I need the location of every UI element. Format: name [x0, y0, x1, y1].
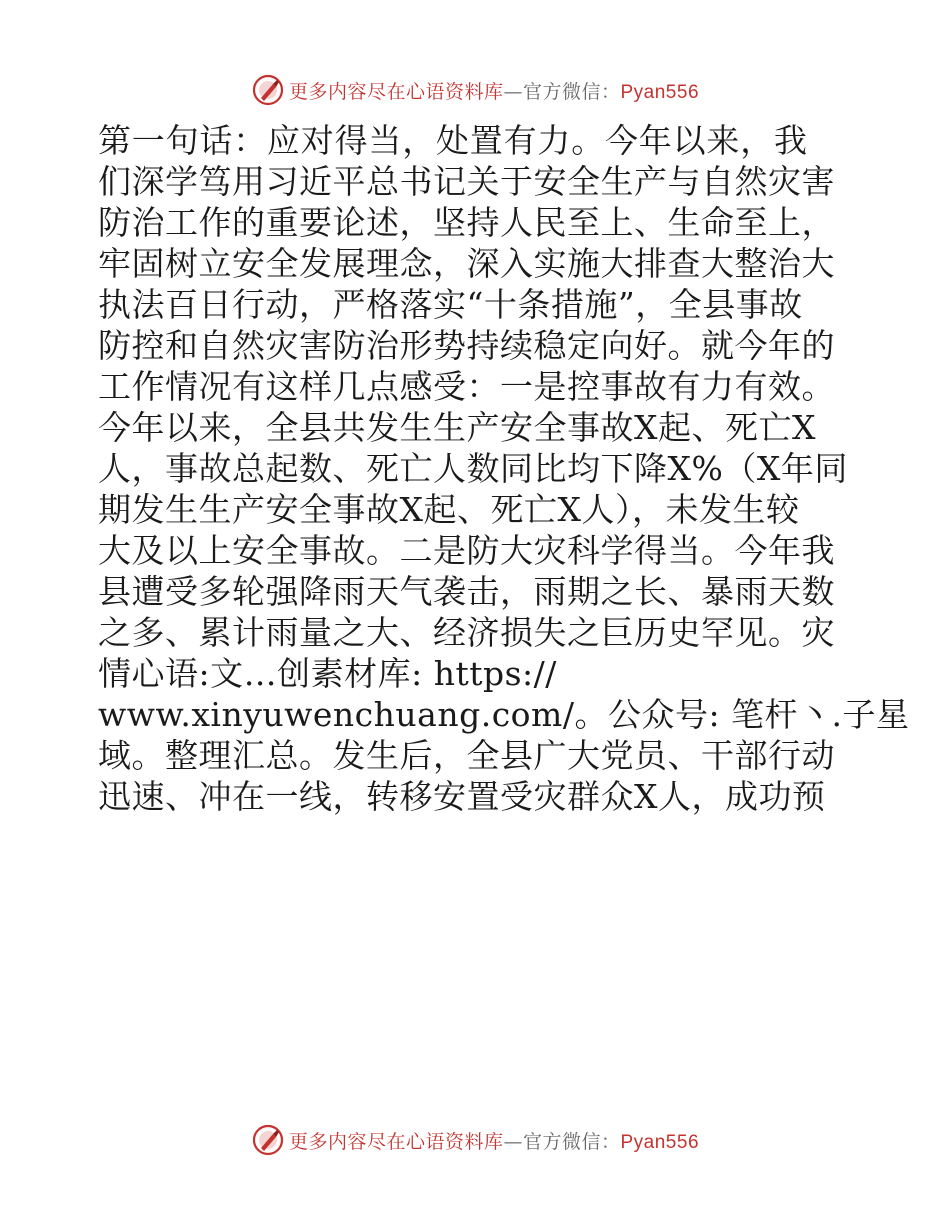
watermark-wechat-id: Pyan556	[620, 81, 700, 103]
body-line: 防治工作的重要论述，坚持人民至上、生命至上，	[98, 203, 835, 242]
body-line: 迅速、冲在一线，转移安置受灾群众X人，成功预	[98, 777, 826, 816]
watermark-text: 更多内容尽在心语资料库	[288, 80, 504, 103]
body-line: 执法百日行动，严格落实“十条措施”，全县事故	[98, 285, 803, 324]
body-line: 牢固树立安全发展理念，深入实施大排查大整治大	[98, 244, 835, 283]
watermark-separator: —	[503, 1130, 523, 1153]
body-line: 人，事故总起数、死亡人数同比均下降X%（X年同	[98, 449, 848, 488]
body-line: 之多、累计雨量之大、经济损失之巨历史罕见。灾	[98, 613, 835, 652]
pen-logo-icon	[251, 1123, 285, 1157]
body-line: 工作情况有这样几点感受：一是控事故有力有效。	[98, 367, 835, 406]
body-line: 情心语:文…创素材库: https://	[98, 654, 557, 693]
watermark-text: 更多内容尽在心语资料库	[288, 1130, 504, 1153]
body-line: 大及以上安全事故。二是防大灾科学得当。今年我	[98, 531, 835, 570]
body-line: www.xinyuwenchuang.com/。公众号: 笔杆丶.子星	[98, 695, 910, 734]
body-line: 防控和自然灾害防治形势持续稳定向好。就今年的	[98, 326, 835, 365]
header-watermark	[0, 70, 950, 110]
body-line: 今年以来，全县共发生生产安全事故X起、死亡X	[98, 408, 816, 447]
body-line: 县遭受多轮强降雨天气袭击，雨期之长、暴雨天数	[98, 572, 835, 611]
body-line: 们深学笃用习近平总书记关于安全生产与自然灾害	[98, 162, 835, 201]
watermark-wechat-label: 官方微信：	[522, 1130, 621, 1153]
watermark-wechat-id: Pyan556	[620, 1131, 700, 1153]
pen-logo-icon	[251, 73, 285, 107]
document-body	[98, 120, 910, 817]
body-line: 第一句话：应对得当，处置有力。今年以来，我	[98, 121, 808, 160]
body-line: 域。整理汇总。发生后，全县广大党员、干部行动	[98, 736, 835, 775]
body-line: 期发生生产安全事故X起、死亡X人），未发生较	[98, 490, 800, 529]
watermark-separator: —	[503, 80, 523, 103]
footer-watermark	[0, 1120, 950, 1160]
watermark-wechat-label: 官方微信：	[522, 80, 621, 103]
